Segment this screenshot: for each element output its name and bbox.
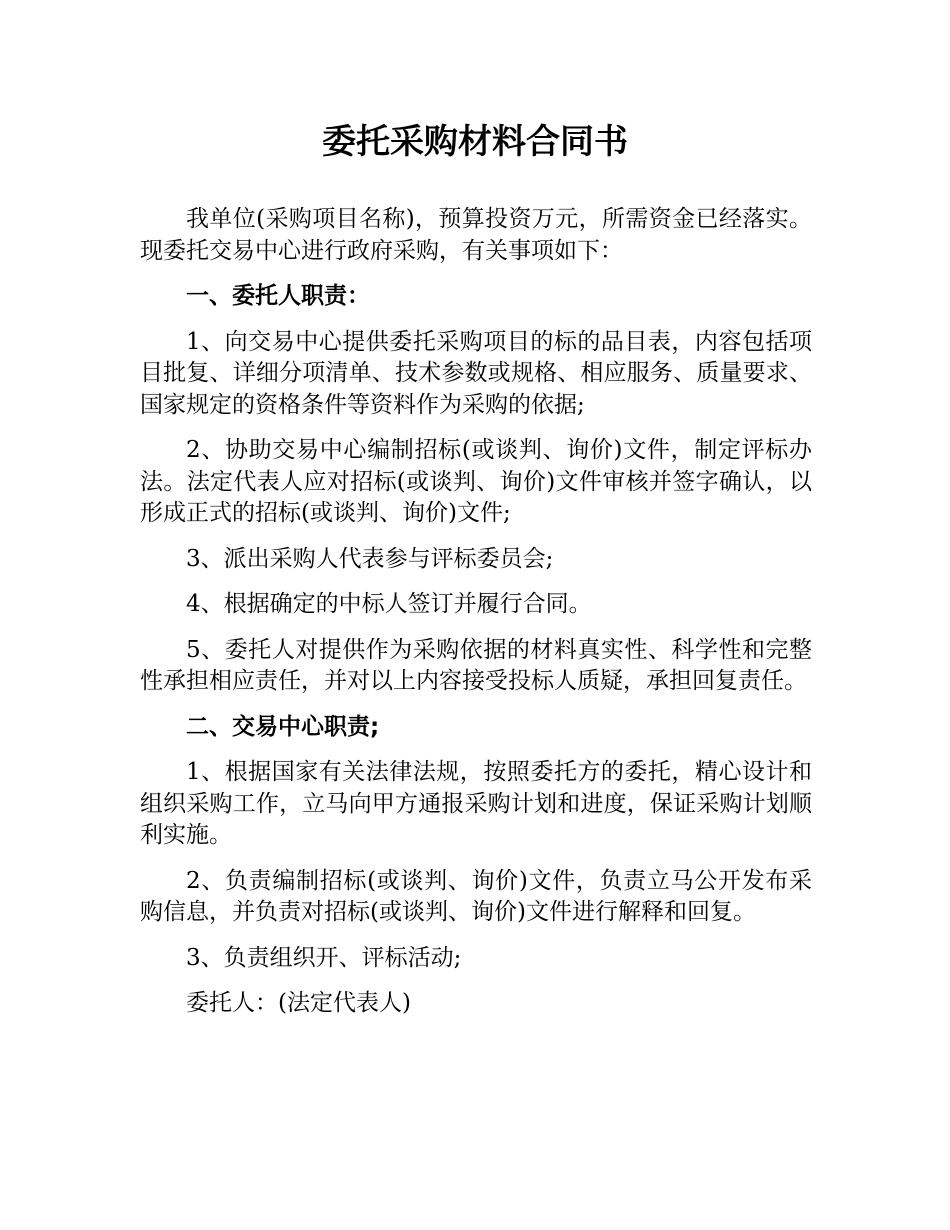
list-item: 2、协助交易中心编制招标(或谈判、询价)文件，制定评标办法。法定代表人应对招标(或谈判、询价)文件审核并签字确认，以形成正式的招标(或谈判、询价)文件; xyxy=(140,437,812,526)
list-item: 1、向交易中心提供委托采购项目的标的品目表，内容包括项目批复、详细分项清单、技术参数或规格、相应服务、质量要求、国家规定的资格条件等资料作为采购的依据; xyxy=(140,328,812,418)
document-body xyxy=(140,204,812,1034)
document-title: 委托采购材料合同书 xyxy=(322,122,628,162)
signature-line: 委托人：(法定代表人) xyxy=(186,990,411,1016)
list-item: 5、委托人对提供作为采购依据的材料真实性、科学性和完整性承担相应责任，并对以上内容接受投标人质疑，承担回复责任。 xyxy=(140,636,812,694)
list-item: 3、负责组织开、评标活动; xyxy=(186,944,462,971)
section-heading-client-duties: 一、委托人职责： xyxy=(186,283,370,309)
intro-paragraph: 我单位(采购项目名称)，预算投资万元，所需资金已经落实。现委托交易中心进行政府采购，有关事项如下： xyxy=(140,206,812,264)
list-item: 1、根据国家有关法律法规，按照委托方的委托，精心设计和组织采购工作，立马向甲方通报采购计划和进度，保证采购计划顺利实施。 xyxy=(140,759,812,848)
list-item: 4、根据确定的中标人签订并履行合同。 xyxy=(186,591,592,617)
list-item: 3、派出采购人代表参与评标委员会; xyxy=(186,545,554,572)
section-heading-center-duties: 二、交易中心职责; xyxy=(186,713,380,740)
list-item: 2、负责编制招标(或谈判、询价)文件，负责立马公开发布采购信息，并负责对招标(或谈判、询价)文件进行解释和回复。 xyxy=(140,867,812,925)
